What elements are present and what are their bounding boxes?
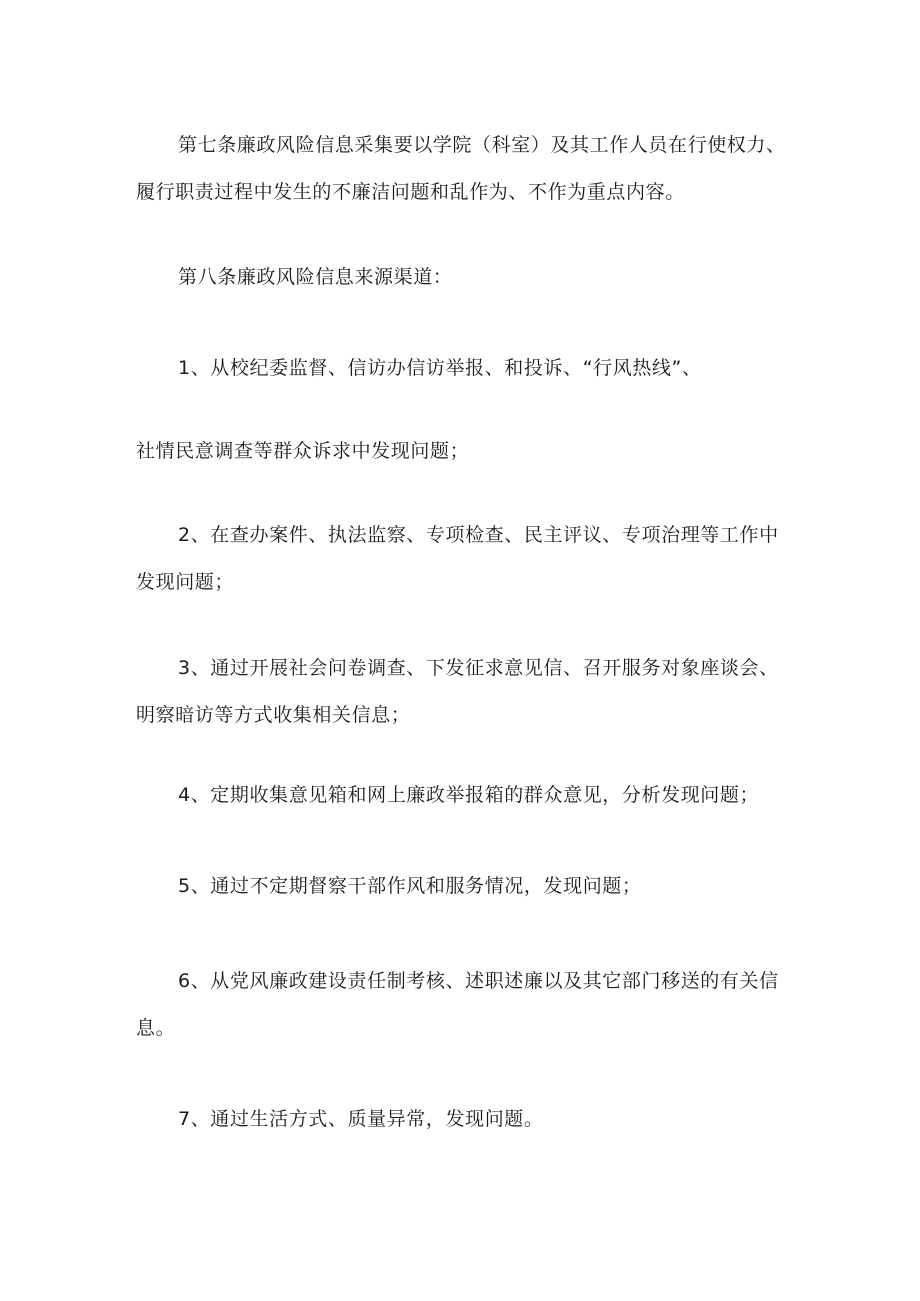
item-1-line-1: 1、从校纪委监督、信访办信访举报、和投诉、“行风热线”、 bbox=[178, 357, 702, 379]
item-7-line-1: 7、通过生活方式、质量异常，发现问题。 bbox=[178, 1108, 544, 1130]
item-4-line-1: 4、定期收集意见箱和网上廉政举报箱的群众意见，分析发现问题； bbox=[178, 784, 760, 806]
item-6-line-1: 6、从党风廉政建设责任制考核、述职述廉以及其它部门移送的有关信 bbox=[178, 970, 779, 992]
item-3-line-1: 3、通过开展社会问卷调查、下发征求意见信、召开服务对象座谈会、 bbox=[178, 657, 779, 679]
article-8-heading: 第八条廉政风险信息来源渠道： bbox=[178, 266, 453, 288]
item-6-line-2: 息。 bbox=[136, 1017, 176, 1039]
item-2-line-2: 发现问题； bbox=[136, 571, 235, 593]
item-2-line-1: 2、在查办案件、执法监察、专项检查、民主评议、专项治理等工作中 bbox=[178, 524, 779, 546]
article-7-line-2: 履行职责过程中发生的不廉洁问题和乱作为、不作为重点内容。 bbox=[136, 181, 685, 203]
item-3-line-2: 明察暗访等方式收集相关信息； bbox=[136, 704, 411, 726]
article-7-line-1: 第七条廉政风险信息采集要以学院（科室）及其工作人员在行使权力、 bbox=[178, 134, 786, 156]
item-1-line-2: 社情民意调查等群众诉求中发现问题； bbox=[136, 440, 470, 462]
item-5-line-1: 5、通过不定期督察干部作风和服务情况，发现问题； bbox=[178, 875, 642, 897]
